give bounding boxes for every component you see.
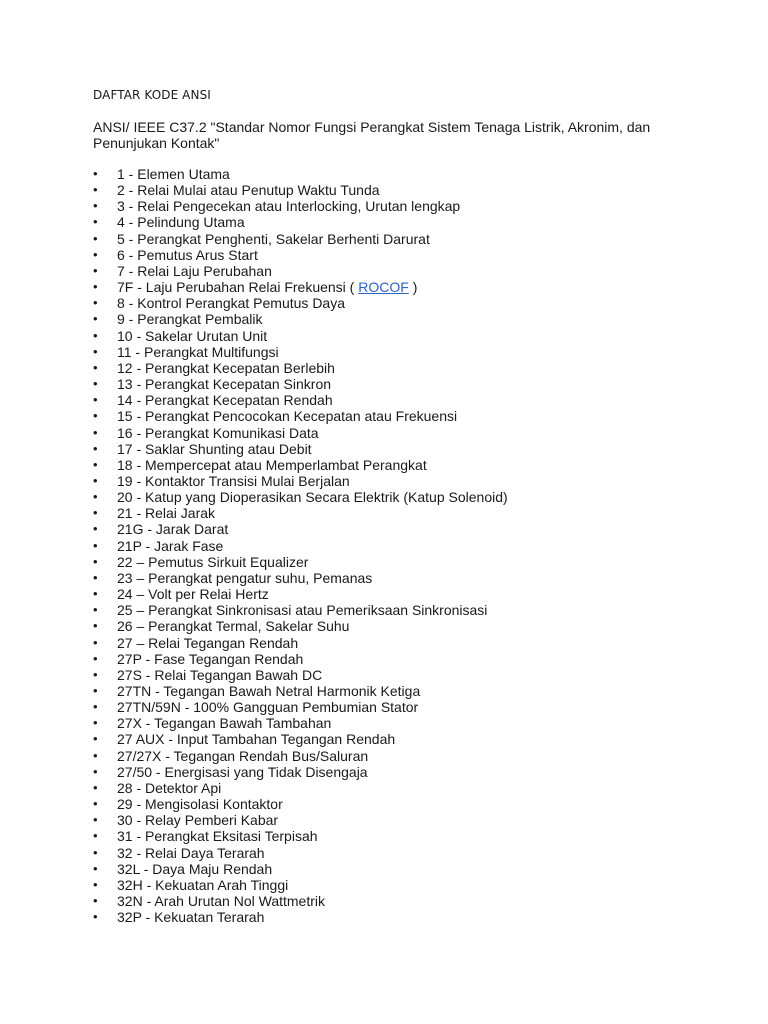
list-item	[93, 198, 508, 214]
list-item-text: 12 - Perangkat Kecepatan Berlebih	[117, 359, 335, 376]
list-item	[93, 408, 508, 424]
list-item-text: 27X - Tegangan Bawah Tambahan	[117, 715, 332, 732]
list-item-text: 1 - Elemen Utama	[117, 166, 230, 182]
list-item	[93, 618, 508, 634]
list-item	[93, 893, 508, 909]
list-item	[93, 909, 508, 925]
list-item	[93, 796, 508, 812]
list-item	[93, 861, 508, 877]
list-item-text: 27TN/59N - 100% Gangguan Pembumian Stator	[117, 699, 419, 716]
list-item	[93, 279, 508, 295]
list-item-text: 27TN - Tegangan Bawah Netral Harmonik Ketiga	[117, 683, 421, 699]
list-item-text: 10 - Sakelar Urutan Unit	[117, 327, 268, 344]
list-item	[93, 441, 508, 457]
list-item-text: 27P - Fase Tegangan Rendah	[117, 650, 304, 667]
list-item-text: 27/27X - Tegangan Rendah Bus/Saluran	[117, 747, 369, 764]
list-item-text: 9 - Perangkat Pembalik	[117, 311, 263, 328]
list-item-text: 15 - Perangkat Pencocokan Kecepatan atau Frekuensi	[117, 408, 458, 425]
list-item-text: 21G - Jarak Darat	[117, 521, 229, 538]
list-item	[93, 376, 508, 392]
list-item-text: 27 – Relai Tegangan Rendah	[117, 634, 299, 651]
list-item-text: 17 - Saklar Shunting atau Debit	[117, 440, 312, 457]
list-item	[93, 231, 508, 247]
list-item	[93, 731, 508, 747]
list-item	[93, 667, 508, 683]
list-item-text: 2 - Relai Mulai atau Penutup Waktu Tunda	[117, 182, 380, 199]
list-item	[93, 651, 508, 667]
list-item	[93, 554, 508, 570]
list-item-text: 31 - Perangkat Eksitasi Terpisah	[117, 828, 318, 845]
list-item-text: 21 - Relai Jarak	[117, 505, 216, 522]
list-item-text: 24 – Volt per Relai Hertz	[117, 586, 269, 603]
list-item-text: 11 - Perangkat Multifungsi	[117, 343, 279, 360]
list-item	[93, 166, 508, 182]
list-item	[93, 328, 508, 344]
list-item-text: 14 - Perangkat Kecepatan Rendah	[117, 392, 333, 409]
list-item-text: 26 – Perangkat Termal, Sakelar Suhu	[117, 618, 350, 635]
list-item	[93, 521, 508, 537]
list-item	[93, 683, 508, 699]
list-item-text: 22 – Pemutus Sirkuit Equalizer	[117, 553, 309, 570]
list-item	[93, 425, 508, 441]
list-item	[93, 845, 508, 861]
list-item-text: 8 - Kontrol Perangkat Pemutus Daya	[117, 295, 346, 312]
list-item	[93, 360, 508, 376]
list-item-text: 23 – Perangkat pengatur suhu, Pemanas	[117, 569, 373, 586]
list-item	[93, 344, 508, 360]
list-item	[93, 505, 508, 521]
list-item	[93, 748, 508, 764]
list-item	[93, 812, 508, 828]
list-item-text: 13 - Perangkat Kecepatan Sinkron	[117, 376, 332, 393]
list-item	[93, 263, 508, 279]
list-item-text: 29 - Mengisolasi Kontaktor	[117, 796, 283, 813]
list-item	[93, 295, 508, 311]
list-item	[93, 457, 508, 473]
list-item-text: 4 - Pelindung Utama	[117, 214, 245, 231]
list-item-text: 20 - Katup yang Dioperasikan Secara Elektrik (Katup Solenoid)	[117, 489, 508, 506]
list-item-text: 32H - Kekuatan Arah Tinggi	[117, 876, 289, 893]
list-item	[93, 764, 508, 780]
list-item	[93, 311, 508, 327]
list-item-text: 32P - Kekuatan Terarah	[117, 909, 265, 926]
list-item	[93, 214, 508, 230]
list-item-text: 32N - Arah Urutan Nol Wattmetrik	[117, 893, 325, 910]
list-item-text: 27S - Relai Tegangan Bawah DC	[117, 666, 323, 683]
list-item	[93, 392, 508, 408]
list-item-text: 16 - Perangkat Komunikasi Data	[117, 424, 319, 441]
list-item-text: 5 - Perangkat Penghenti, Sakelar Berhenti Darurat	[117, 230, 430, 247]
list-item	[93, 715, 508, 731]
list-item-text: 30 - Relay Pemberi Kabar	[117, 812, 279, 829]
list-item-text-after: )	[412, 279, 418, 296]
document-title: DAFTAR KODE ANSI	[93, 88, 211, 102]
list-item	[93, 602, 508, 618]
list-item-text: 27/50 - Energisasi yang Tidak Disengaja	[117, 763, 368, 780]
list-item-text: 27 AUX - Input Tambahan Tegangan Rendah	[117, 731, 396, 748]
list-item-text: 19 - Kontaktor Transisi Mulai Berjalan	[117, 472, 350, 489]
list-item-text: 21P - Jarak Fase	[117, 537, 224, 554]
list-item	[93, 570, 508, 586]
list-item	[93, 182, 508, 198]
list-item	[93, 635, 508, 651]
list-item	[93, 699, 508, 715]
list-item	[93, 473, 508, 489]
list-item-text: 28 - Detektor Api	[117, 779, 222, 796]
list-item-text: 3 - Relai Pengecekan atau Interlocking, Urutan lengkap	[117, 198, 461, 215]
list-item-text: 25 – Perangkat Sinkronisasi atau Pemeriksaan Sinkronisasi	[117, 602, 488, 619]
list-item	[93, 828, 508, 844]
list-item	[93, 586, 508, 602]
ansi-code-list	[93, 166, 508, 925]
list-item-text: 6 - Pemutus Arus Start	[117, 246, 258, 263]
list-item-text: 32L - Daya Maju Rendah	[117, 860, 273, 877]
list-item	[93, 877, 508, 893]
list-item	[93, 538, 508, 554]
list-item	[93, 489, 508, 505]
rocof-link[interactable]: ROCOF	[358, 279, 409, 296]
list-item	[93, 780, 508, 796]
list-item-text: 7 - Relai Laju Perubahan	[117, 262, 272, 279]
list-item	[93, 247, 508, 263]
list-item-text: 7F - Laju Perubahan Relai Frekuensi (	[117, 279, 355, 296]
list-item-text: 32 - Relai Daya Terarah	[117, 844, 265, 861]
list-item-text: 18 - Mempercepat atau Memperlambat Perangkat	[117, 456, 427, 473]
intro-paragraph: ANSI/ IEEE C37.2 "Standar Nomor Fungsi Perangkat Sistem Tenaga Listrik, Akronim, dan Penunjukan Kontak"	[93, 119, 651, 151]
